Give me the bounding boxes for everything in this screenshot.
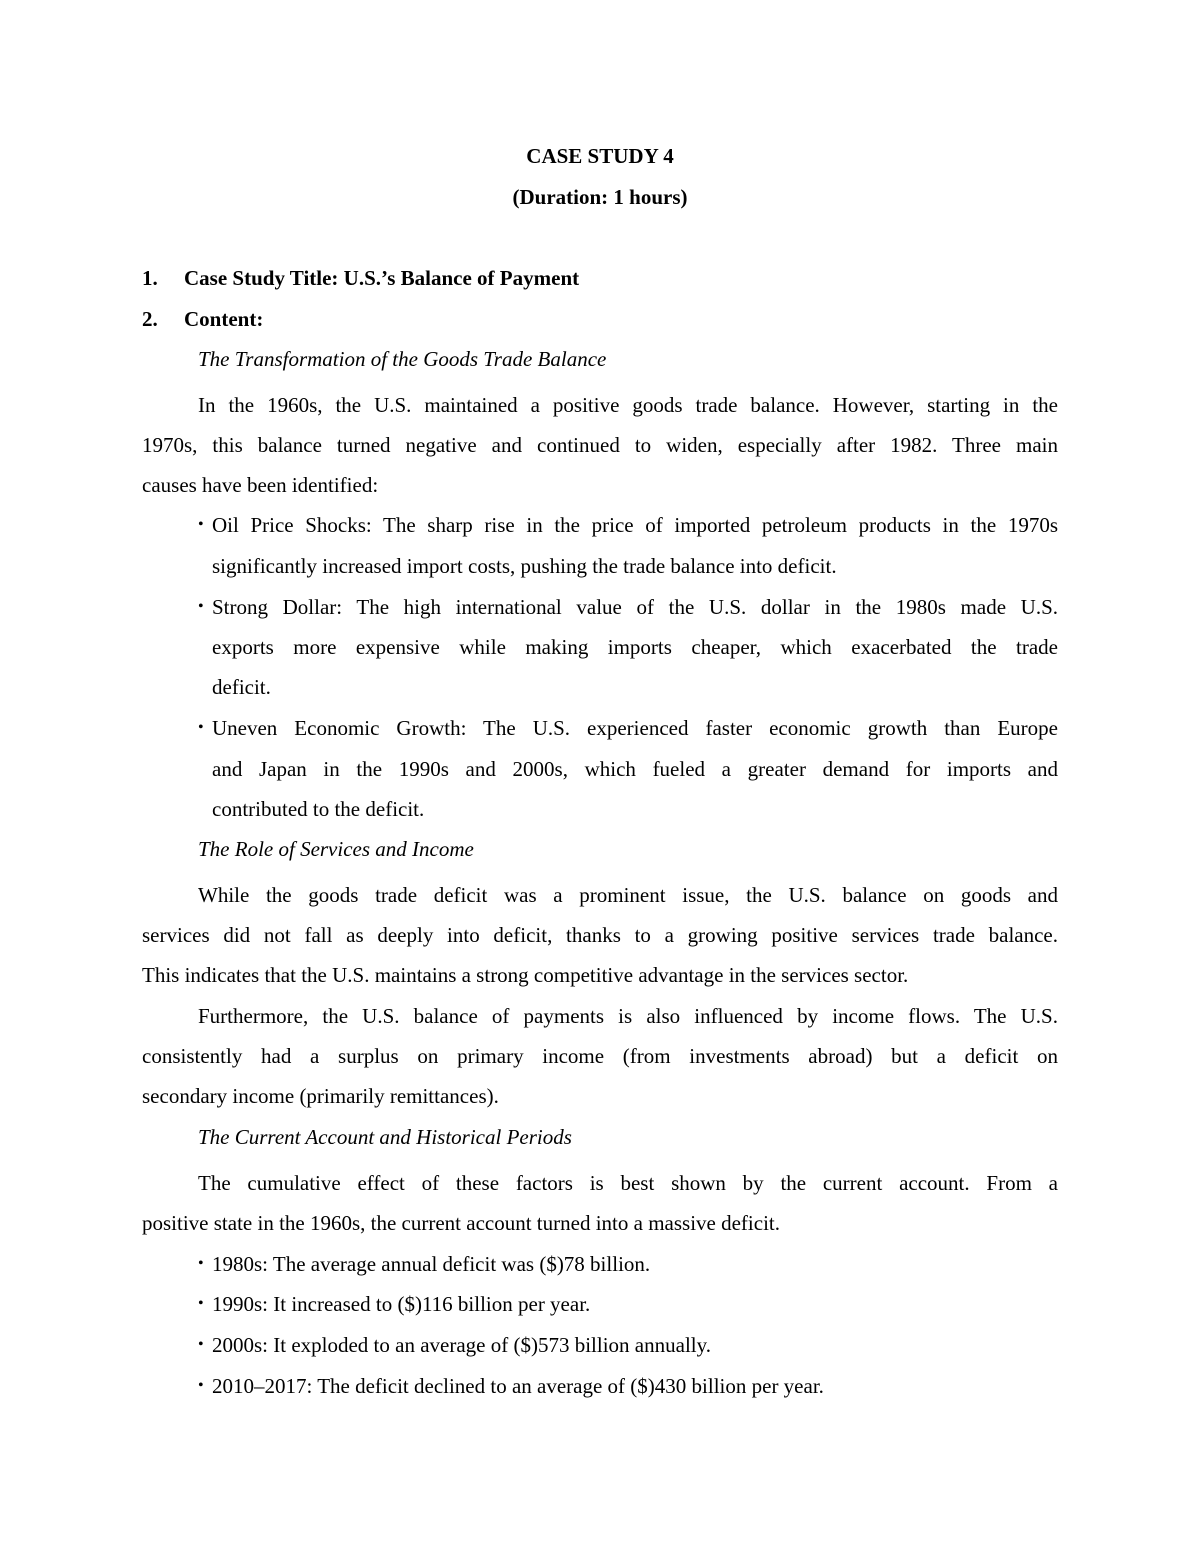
section-heading-current-account: The Current Account and Historical Periods [198,1125,572,1149]
bullet-line: contributed to the deficit. [212,797,425,821]
paragraph-line: In the 1960s, the U.S. maintained a positive goods trade balance. However, starting in the [198,393,1058,417]
bullet-glyph: • [198,1295,204,1312]
bullet-line: 1990s: It increased to ($)116 billion per year. [212,1292,591,1316]
paragraph-line: causes have been identified: [142,473,379,497]
section-heading-goods-trade: The Transformation of the Goods Trade Balance [198,347,607,371]
bullet-line: Uneven Economic Growth: The U.S. experienced faster economic growth than Europe [212,716,1058,740]
bullet-glyph: • [198,1377,204,1394]
bullet-line: 1980s: The average annual deficit was ($)78 billion. [212,1252,651,1276]
bullet-glyph: • [198,1255,204,1272]
bullet-line: and Japan in the 1990s and 2000s, which fueled a greater demand for imports and [212,757,1058,781]
paragraph-line: This indicates that the U.S. maintains a strong competitive advantage in the services sector. [142,963,909,987]
bullet-glyph: • [198,1336,204,1353]
paragraph-line: consistently had a surplus on primary income (from investments abroad) but a deficit on [142,1044,1058,1068]
bullet-line: deficit. [212,675,271,699]
document-title: CASE STUDY 4 [526,144,674,168]
paragraph-line: While the goods trade deficit was a prominent issue, the U.S. balance on goods and [198,883,1058,907]
content-label: Content: [184,307,264,331]
item-number: 1. [142,266,158,290]
duration-label: (Duration: 1 hours) [512,185,688,209]
bullet-glyph: • [198,719,204,736]
paragraph-line: 1970s, this balance turned negative and continued to widen, especially after 1982. Three main [142,433,1058,457]
paragraph-line: The cumulative effect of these factors is best shown by the current account. From a [198,1171,1058,1195]
item-number: 2. [142,307,158,331]
paragraph-line: services did not fall as deeply into deficit, thanks to a growing positive services trade balance. [142,923,1058,947]
bullet-line: 2000s: It exploded to an average of ($)573 billion annually. [212,1333,712,1357]
paragraph-line: positive state in the 1960s, the current account turned into a massive deficit. [142,1211,780,1235]
bullet-glyph: • [198,598,204,615]
paragraph-line: Furthermore, the U.S. balance of payments is also influenced by income flows. The U.S. [198,1004,1058,1028]
case-study-title: Case Study Title: U.S.’s Balance of Payment [184,266,580,290]
bullet-line: Strong Dollar: The high international value of the U.S. dollar in the 1980s made U.S. [212,595,1058,619]
bullet-line: exports more expensive while making imports cheaper, which exacerbated the trade [212,635,1058,659]
bullet-line: Oil Price Shocks: The sharp rise in the price of imported petroleum products in the 1970s [212,513,1058,537]
bullet-line: significantly increased import costs, pushing the trade balance into deficit. [212,554,837,578]
paragraph-line: secondary income (primarily remittances). [142,1084,499,1108]
bullet-glyph: • [198,516,204,533]
bullet-line: 2010–2017: The deficit declined to an average of ($)430 billion per year. [212,1374,824,1398]
section-heading-services-income: The Role of Services and Income [198,837,474,861]
